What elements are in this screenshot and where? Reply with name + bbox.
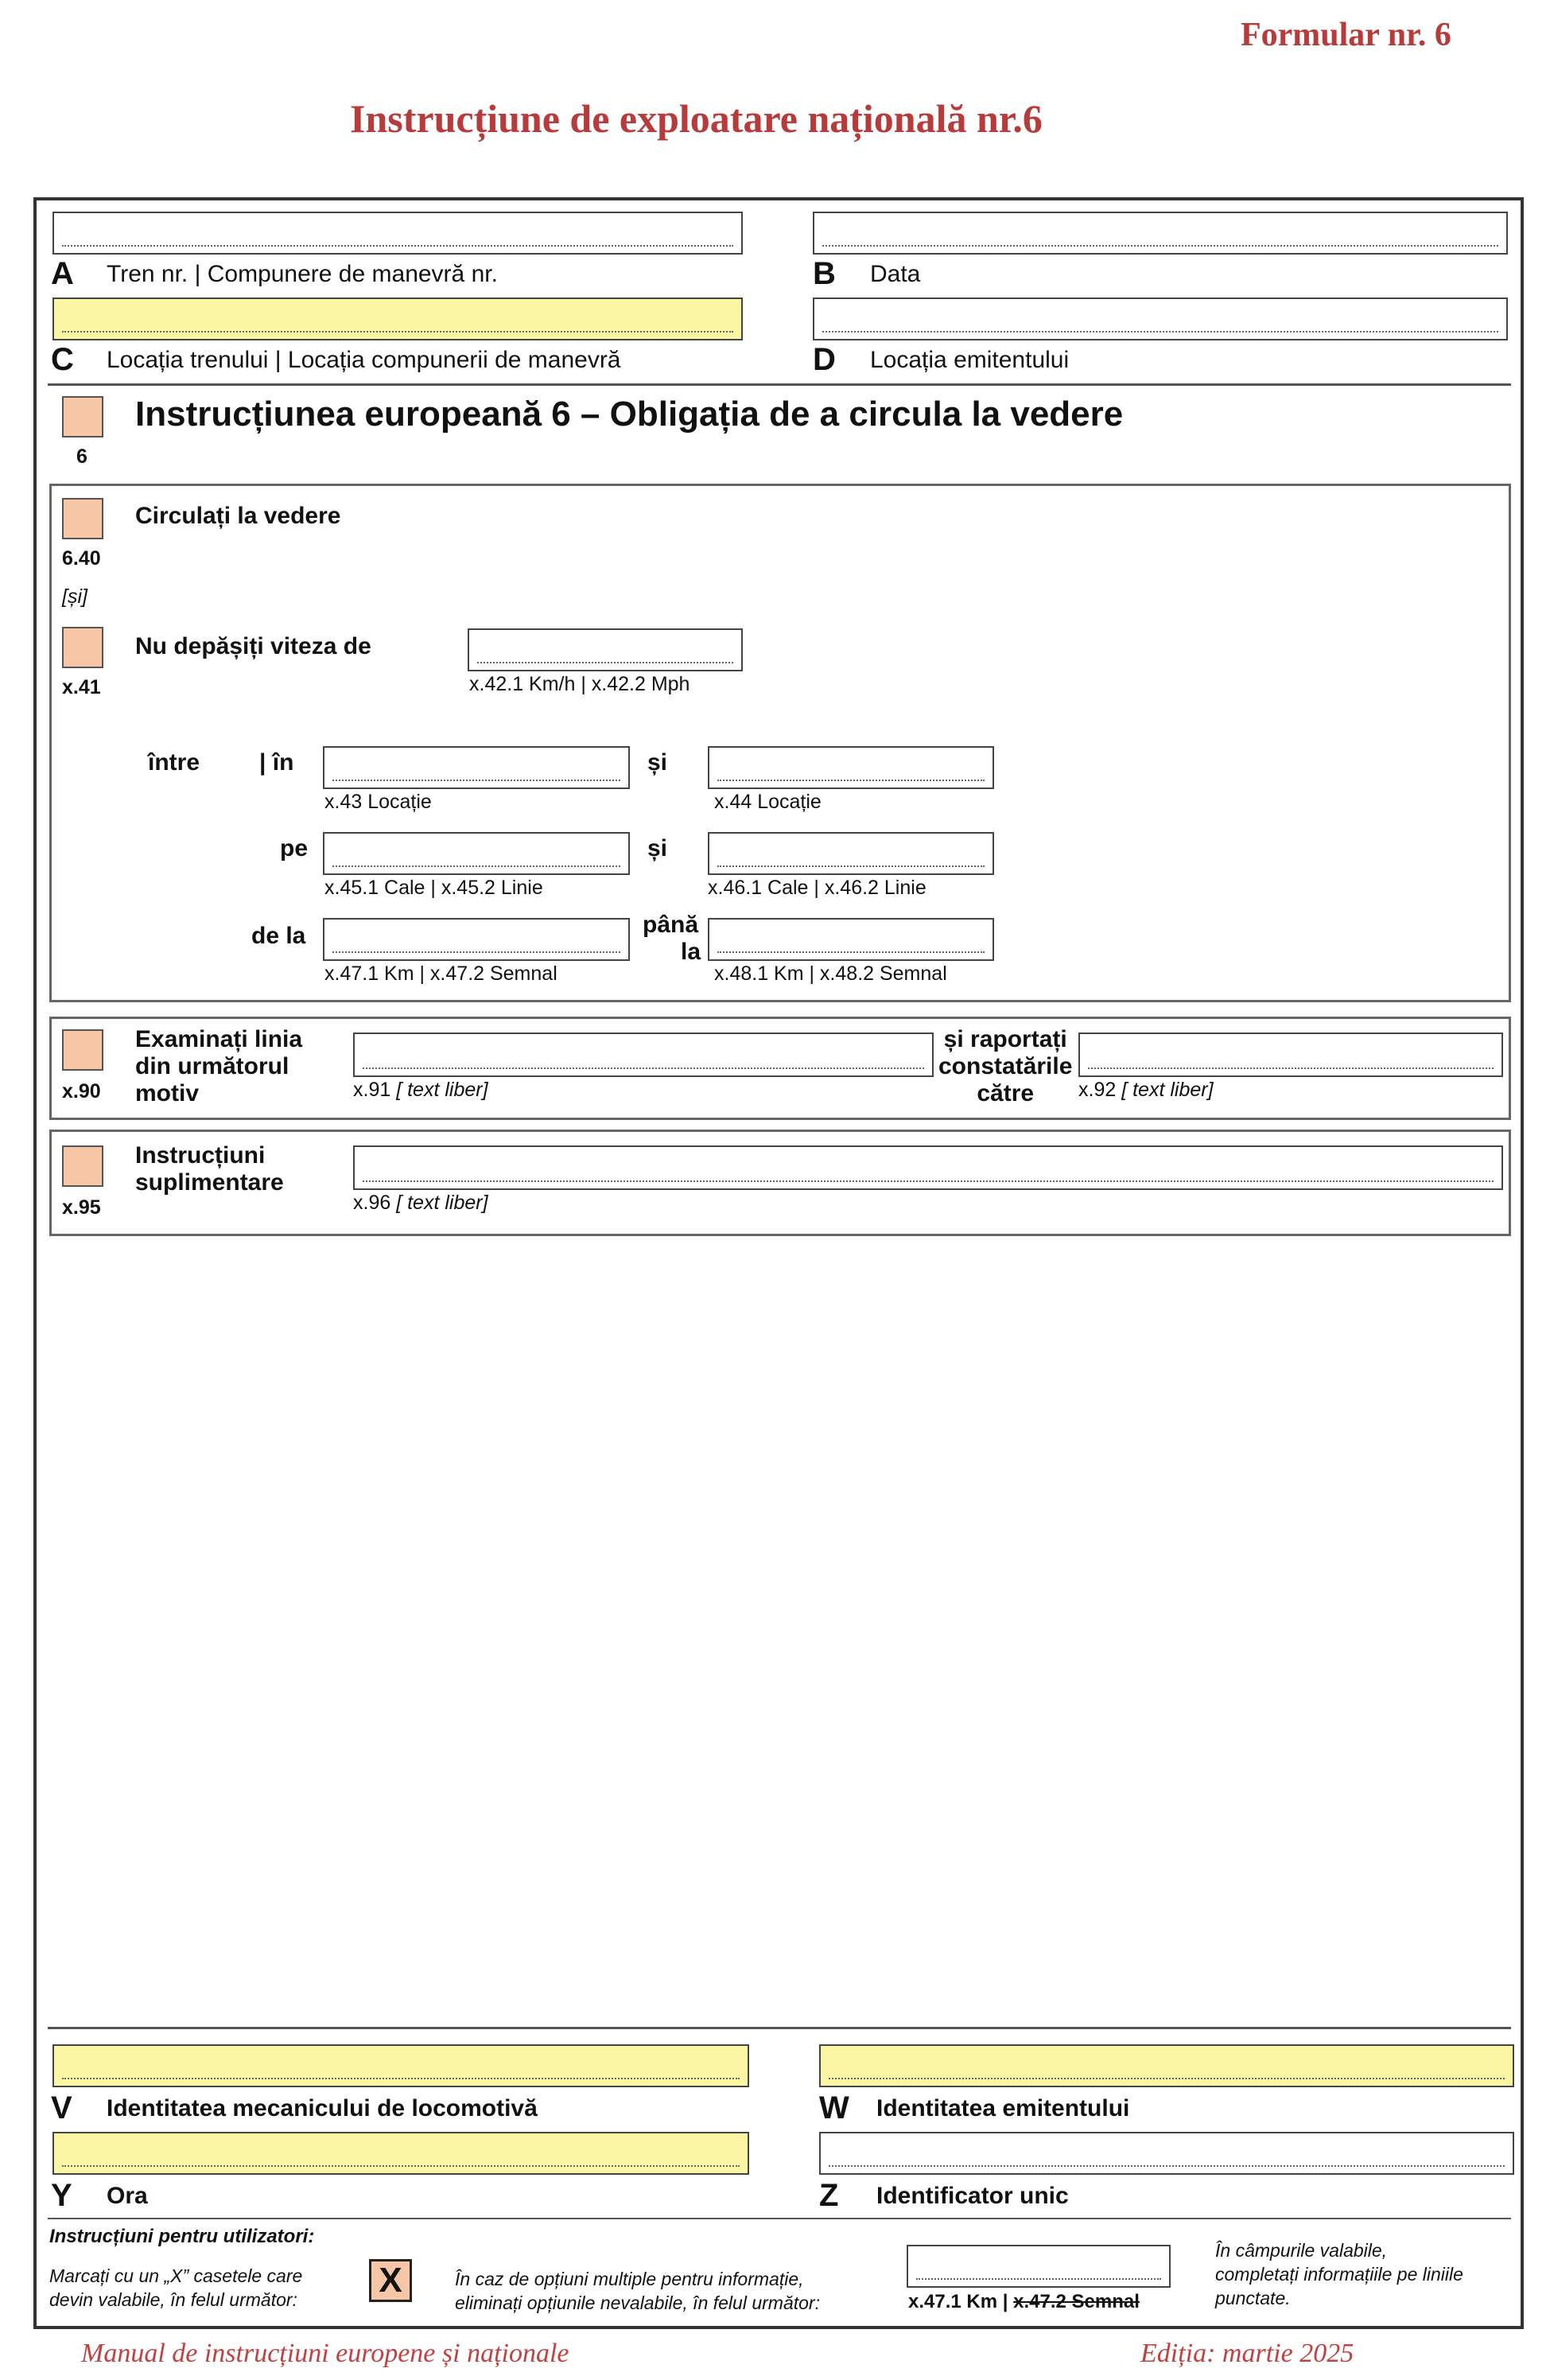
location-1-code: x.43 Locație (324, 791, 432, 813)
dela-label: de la (251, 923, 306, 949)
report-label-line-1: și raportați (943, 1026, 1067, 1052)
user-instructions-heading: Instrucțiuni pentru utilizatori: (49, 2226, 315, 2247)
additional-input[interactable] (353, 1145, 1503, 1190)
field-b-input[interactable] (813, 212, 1508, 255)
field-w-input[interactable] (819, 2044, 1514, 2087)
si-label-2: și (647, 835, 668, 861)
report-to-input[interactable] (1078, 1032, 1503, 1077)
report-code (1078, 1079, 1214, 1102)
field-v-label: Identitatea mecanicului de locomotivă (107, 2095, 538, 2121)
additional-hint: [ text liber] (396, 1192, 488, 1214)
pe-label: pe (280, 835, 309, 861)
field-y-label: Ora (107, 2183, 148, 2209)
opt-x-41-label: Nu depășiți viteza de (135, 633, 371, 659)
mark-instruction (49, 2264, 302, 2312)
si-label-1: și (647, 749, 668, 776)
divider (48, 2027, 1511, 2029)
example-km: x.47.1 Km (908, 2291, 998, 2312)
opt-6-40-code: 6.40 (62, 547, 101, 570)
field-c-label: Locația trenului | Locația compunerii de manevră (107, 347, 621, 373)
field-c-input[interactable] (52, 298, 743, 340)
opt-x-95-checkbox[interactable] (62, 1145, 103, 1187)
speed-input[interactable] (468, 628, 743, 671)
km-1-code: x.47.1 Km | x.47.2 Semnal (324, 962, 557, 985)
field-a-letter: A (51, 256, 74, 291)
in-label: | în (259, 749, 294, 776)
additional-code-num: x.96 (353, 1192, 391, 1214)
report-label (938, 1026, 1072, 1107)
field-c-letter: C (51, 342, 74, 377)
mark-instruction-line-1: Marcați cu un „X” casetele care (49, 2265, 303, 2286)
opt-x-95-code: x.95 (62, 1196, 101, 1219)
report-label-line-2: constatările (938, 1053, 1073, 1079)
location-2-code: x.44 Locație (714, 791, 822, 813)
fill-instruction-line-1: În câmpurile valabile, (1215, 2240, 1388, 2261)
instruction-code: 6 (76, 445, 87, 468)
opt-6-40-label: Circulați la vedere (135, 503, 341, 529)
form-number: Formular nr. 6 (1241, 17, 1451, 53)
field-v-letter: V (51, 2090, 72, 2125)
additional-label (135, 1142, 284, 1196)
report-label-line-3: către (977, 1080, 1035, 1106)
reason-hint: [ text liber] (396, 1079, 488, 1101)
field-b-letter: B (813, 256, 836, 291)
examine-label (135, 1026, 302, 1107)
field-v-input[interactable] (52, 2044, 749, 2087)
field-z-label: Identificator unic (876, 2183, 1069, 2209)
line-2-code: x.46.1 Cale | x.46.2 Linie (708, 877, 927, 899)
km-2-code: x.48.1 Km | x.48.2 Semnal (714, 962, 947, 985)
additional-label-line-1: Instrucțiuni (135, 1142, 266, 1169)
field-b-label: Data (870, 261, 921, 287)
mark-instruction-line-2: devin valabile, în felul următor: (49, 2289, 297, 2310)
multi-option-line-2: eliminați opțiunile nevalabile, în felul următor: (455, 2292, 820, 2313)
footer-edition: Ediția: martie 2025 (1140, 2339, 1354, 2368)
line-1-input[interactable] (323, 832, 630, 875)
page-title: Instrucțiune de exploatare națională nr.6 (350, 96, 1043, 141)
field-a-label: Tren nr. | Compunere de manevră nr. (107, 261, 498, 287)
la-label: la (681, 939, 701, 965)
line-1-code: x.45.1 Cale | x.45.2 Linie (324, 877, 543, 899)
line-2-input[interactable] (708, 832, 994, 875)
field-w-label: Identitatea emitentului (876, 2095, 1130, 2121)
instruction-6-checkbox[interactable] (62, 396, 103, 438)
instruction-title: Instrucțiunea europeană 6 – Obligația de a circula la vedere (135, 395, 1124, 434)
field-d-label: Locația emitentului (870, 347, 1070, 373)
field-w-letter: W (819, 2090, 849, 2125)
opt-6-40-checkbox[interactable] (62, 498, 103, 539)
additional-code (353, 1192, 488, 1215)
report-hint: [ text liber] (1121, 1079, 1214, 1101)
reason-code-num: x.91 (353, 1079, 391, 1101)
fill-instruction (1215, 2238, 1463, 2310)
km-2-input[interactable] (708, 918, 994, 961)
field-y-input[interactable] (52, 2132, 749, 2175)
intre-label: între (148, 749, 200, 776)
opt-x-90-checkbox[interactable] (62, 1029, 103, 1071)
footer-manual: Manual de instrucțiuni europene și naționale (81, 2339, 569, 2368)
field-d-letter: D (813, 342, 836, 377)
speed-code: x.42.1 Km/h | x.42.2 Mph (469, 673, 690, 695)
reason-code (353, 1079, 488, 1102)
opt-x-90-code: x.90 (62, 1080, 101, 1102)
example-code: x.47.1 Km | x.47.2 Semnal (908, 2291, 1140, 2312)
and-label: [și] (62, 585, 87, 608)
location-2-input[interactable] (708, 746, 994, 789)
opt-x-41-code: x.41 (62, 676, 101, 698)
field-y-letter: Y (51, 2178, 72, 2213)
multi-option-line-1: În caz de opțiuni multiple pentru informație, (455, 2269, 804, 2289)
examine-label-line-2: din următorul (135, 1053, 289, 1079)
divider (48, 383, 1511, 386)
multi-option-instruction (455, 2267, 820, 2315)
example-input (907, 2245, 1171, 2288)
field-d-input[interactable] (813, 298, 1508, 340)
field-z-letter: Z (819, 2178, 839, 2213)
opt-x-41-checkbox[interactable] (62, 627, 103, 668)
examine-label-line-1: Examinați linia (135, 1026, 303, 1052)
field-a-input[interactable] (52, 212, 743, 255)
x-mark-example: X (369, 2259, 412, 2302)
pana-label: până (643, 912, 699, 938)
location-1-input[interactable] (323, 746, 630, 789)
examine-label-line-3: motiv (135, 1080, 200, 1106)
additional-label-line-2: suplimentare (135, 1169, 284, 1196)
fill-instruction-line-2: completați informațiile pe liniile (1215, 2264, 1463, 2285)
example-struck: x.47.2 Semnal (1013, 2291, 1140, 2312)
divider (48, 2218, 1511, 2219)
fill-instruction-line-3: punctate. (1215, 2288, 1291, 2308)
field-z-input[interactable] (819, 2132, 1514, 2175)
report-code-num: x.92 (1078, 1079, 1117, 1101)
reason-input[interactable] (353, 1032, 934, 1077)
km-1-input[interactable] (323, 918, 630, 961)
